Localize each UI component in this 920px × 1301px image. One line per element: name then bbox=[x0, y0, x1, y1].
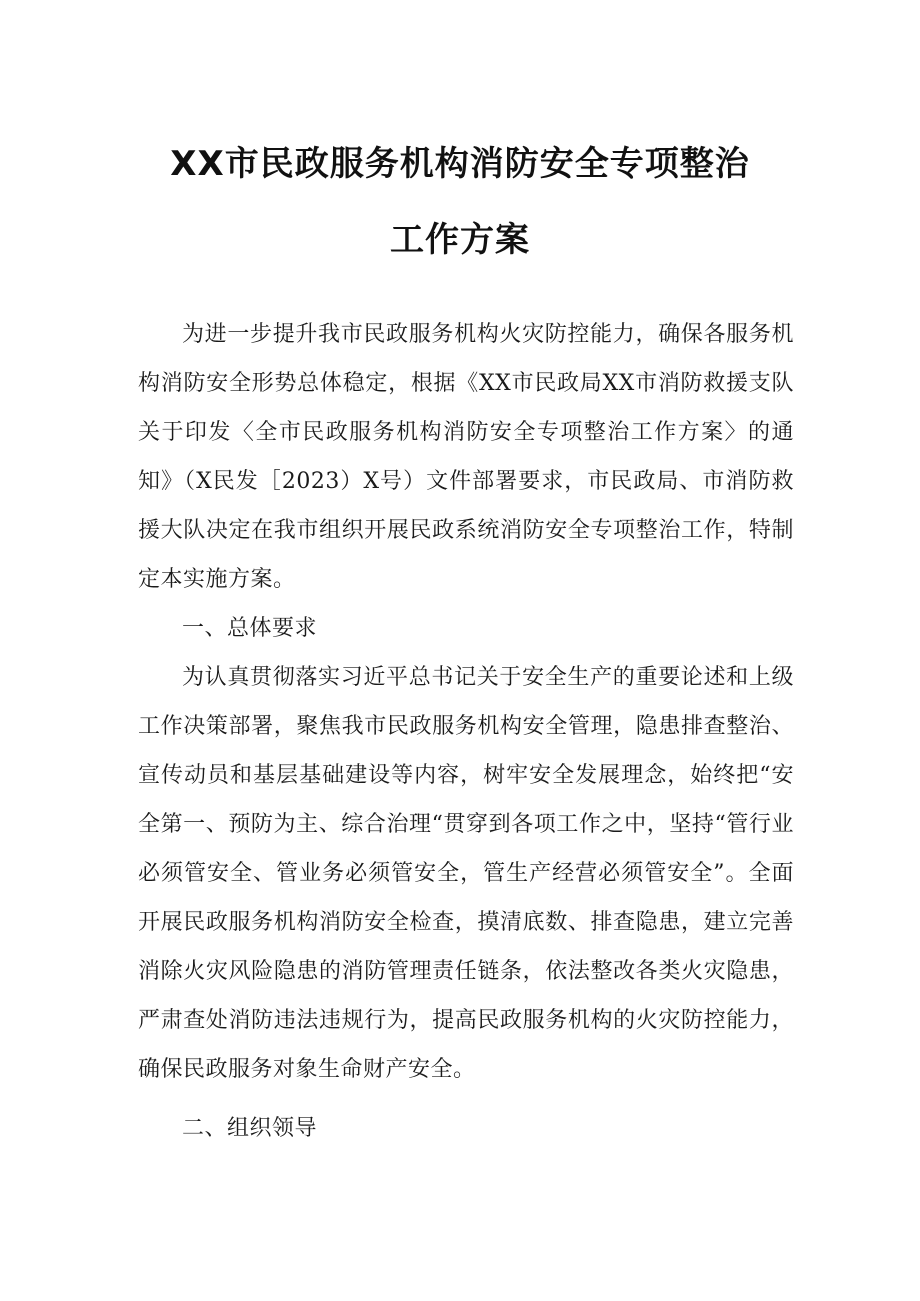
intro-paragraph: 为进一步提升我市民政服务机构火灾防控能力，确保各服务机构消防安全形势总体稳定，根据《XX市民政局XX市消防救援支队关于印发〈全市民政服务机构消防安全专项整治工作方案〉的通知》（X民发［2023）X号）文件部署要求，市民政局、市消防救援大队决定在我市组织开展民政系统消防安全专项整治工作，特制定本实施方案。 bbox=[138, 322, 794, 592]
section-1-heading: 一、总体要求 bbox=[182, 616, 318, 641]
section-2-heading: 二、组织领导 bbox=[182, 1116, 318, 1141]
document-body bbox=[138, 310, 794, 1153]
section-1-paragraph: 为认真贯彻落实习近平总书记关于安全生产的重要论述和上级工作决策部署，聚焦我市民政服务机构安全管理，隐患排查整治、宣传动员和基层基础建设等内容，树牢安全发展理念，始终把“安全第一、预防为主、综合治理“贯穿到各项工作之中，坚持“管行业必须管安全、管业务必须管安全，管生产经营必须管安全”。全面开展民政服务机构消防安全检查，摸清底数、排查隐患，建立完善消除火灾风险隐患的消防管理责任链条，依法整改各类火灾隐患，严肃查处消防违法违规行为，提高民政服务机构的火灾防控能力，确保民政服务对象生命财产安全。 bbox=[138, 665, 794, 1082]
document-title-line-2: 工作方案 bbox=[390, 220, 530, 260]
document-title-line-1: XX市民政服务机构消防安全专项整治 bbox=[170, 144, 750, 184]
